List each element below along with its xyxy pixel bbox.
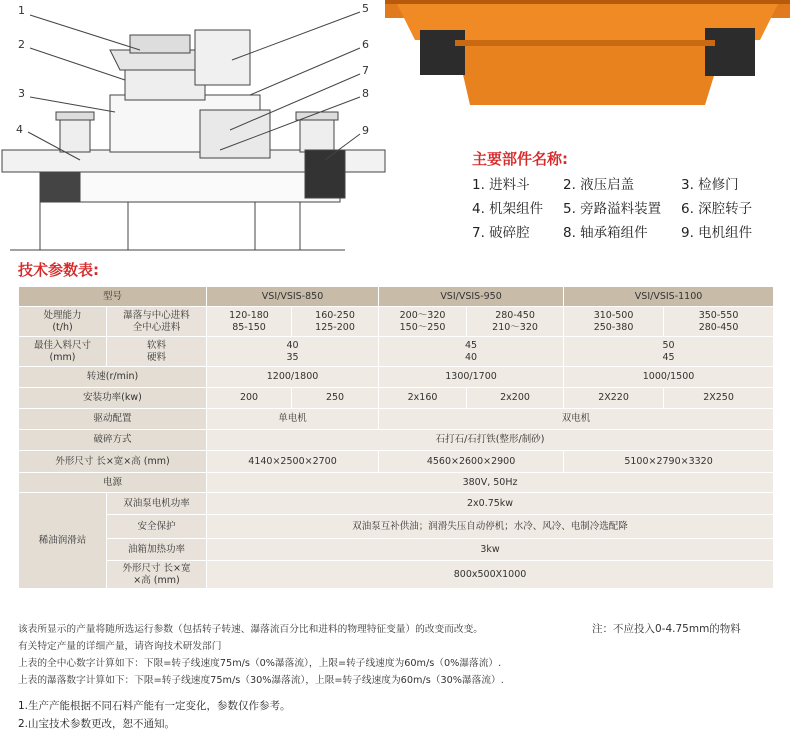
machine-photo-svg	[385, 0, 790, 115]
machine-drawing	[0, 0, 390, 255]
power-cell: 200	[207, 388, 292, 409]
callout-7: 7	[362, 64, 369, 77]
capacity-label: 处理能力 (t/h)	[19, 307, 107, 337]
part-item: 4. 机架组件	[472, 201, 544, 217]
callout-8: 8	[362, 87, 369, 100]
power-supply-label: 电源	[19, 473, 207, 493]
capacity-cell: 200～320 150～250	[379, 307, 467, 337]
drive-cell: 单电机	[207, 409, 379, 430]
capacity-cell: 160-250 125-200	[292, 307, 379, 337]
feed-cell: 40 35	[207, 337, 379, 367]
lube-row-value: 800x500X1000	[207, 561, 774, 589]
capacity-modes: 瀑落与中心进料 全中心进料	[107, 307, 207, 337]
lube-row-label: 油箱加热功率	[107, 539, 207, 561]
capacity-cell: 280-450 210～320	[467, 307, 564, 337]
dimension-cell: 5100×2790×3320	[564, 451, 774, 473]
lube-row-value: 2x0.75kw	[207, 493, 774, 515]
power-cell: 2x200	[467, 388, 564, 409]
part-item: 2. 液压启盖	[563, 177, 635, 193]
lube-station-label: 稀油润滑站	[19, 493, 107, 589]
dimension-cell: 4140×2500×2700	[207, 451, 379, 473]
part-item: 6. 深腔转子	[681, 201, 753, 217]
lube-row-label: 双油泵电机功率	[107, 493, 207, 515]
machine-photo	[385, 0, 790, 115]
note-line: 有关特定产量的详细产量，请咨询技术研发部门	[18, 641, 222, 652]
spec-table	[18, 286, 774, 589]
callout-1: 1	[18, 4, 25, 17]
model-header: 型号	[19, 287, 207, 307]
footnote: 2.山宝技术参数更改，恕不通知。	[18, 718, 176, 730]
part-item: 7. 破碎腔	[472, 225, 530, 241]
part-item: 8. 轴承箱组件	[563, 225, 648, 241]
crush-label: 破碎方式	[19, 430, 207, 451]
speed-cell: 1300/1700	[379, 367, 564, 388]
part-item: 1. 进料斗	[472, 177, 530, 193]
footnote: 1.生产产能根据不同石料产能有一定变化，参数仅作参考。	[18, 700, 291, 712]
feed-types: 软料 硬料	[107, 337, 207, 367]
callout-5: 5	[362, 2, 369, 15]
power-label: 安装功率(kw)	[19, 388, 207, 409]
part-item: 3. 检修门	[681, 177, 739, 193]
note-line: 该表所显示的产量将随所选运行参数（包括转子转速、瀑落流百分比和进料的物理特征变量）的改变而改变。	[18, 624, 483, 635]
power-cell: 250	[292, 388, 379, 409]
power-supply-cell: 380V, 50Hz	[207, 473, 774, 493]
drive-label: 驱动配置	[19, 409, 207, 430]
feed-cell: 50 45	[564, 337, 774, 367]
capacity-cell: 120-180 85-150	[207, 307, 292, 337]
machine-drawing-svg	[0, 0, 390, 255]
callout-4: 4	[16, 123, 23, 136]
part-item: 9. 电机组件	[681, 225, 753, 241]
crush-cell: 石打石/石打铁(整形/制砂)	[207, 430, 774, 451]
callout-9: 9	[362, 124, 369, 137]
capacity-cell: 350-550 280-450	[664, 307, 774, 337]
dimension-label: 外形尺寸 长×宽×高 (mm)	[19, 451, 207, 473]
speed-cell: 1200/1800	[207, 367, 379, 388]
speed-label: 转速(r/min)	[19, 367, 207, 388]
lube-row-label: 安全保护	[107, 515, 207, 539]
power-cell: 2X250	[664, 388, 774, 409]
callout-3: 3	[18, 87, 25, 100]
feed-cell: 45 40	[379, 337, 564, 367]
speed-cell: 1000/1500	[564, 367, 774, 388]
feed-size-label: 最佳入料尺寸 (mm)	[19, 337, 107, 367]
lube-row-label: 外形尺寸 长×宽 ×高 (mm)	[107, 561, 207, 589]
power-cell: 2X220	[564, 388, 664, 409]
model-cell: VSI/VSIS-1100	[564, 287, 774, 307]
part-item: 5. 旁路溢料装置	[563, 201, 662, 217]
note-line: 上表的全中心数字计算如下：下限=转子线速度75m/s（0%瀑落流），上限=转子线速度为60m/s（0%瀑落流）.	[18, 658, 502, 669]
drive-cell: 双电机	[379, 409, 774, 430]
callout-6: 6	[362, 38, 369, 51]
capacity-cell: 310-500 250-380	[564, 307, 664, 337]
model-cell: VSI/VSIS-950	[379, 287, 564, 307]
lube-row-value: 3kw	[207, 539, 774, 561]
callout-2: 2	[18, 38, 25, 51]
dimension-cell: 4560×2600×2900	[379, 451, 564, 473]
power-cell: 2x160	[379, 388, 467, 409]
note-right: 注：不应投入0-4.75mm的物料	[592, 623, 741, 635]
note-line: 上表的瀑落数字计算如下：下限=转子线速度75m/s（30%瀑落流），上限=转子线速度为60m/s（30%瀑落流）.	[18, 675, 504, 686]
spec-title: 技术参数表:	[18, 261, 99, 279]
model-cell: VSI/VSIS-850	[207, 287, 379, 307]
parts-title: 主要部件名称:	[472, 150, 568, 168]
lube-row-value: 双油泵互补供油；润滑失压自动停机；水冷、风冷、电制冷选配降	[207, 515, 774, 539]
